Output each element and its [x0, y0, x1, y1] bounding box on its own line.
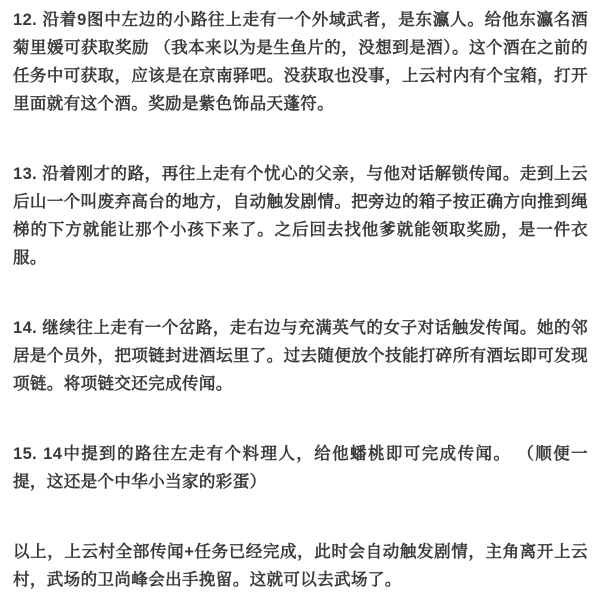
paragraph-14: 14. 继续往上走有一个岔路，走右边与充满英气的女子对话触发传闻。她的邻居是个员外，把项链封进酒坛里了。过去随便放个技能打碎所有酒坛即可发现项链。将项链交还完成传闻。: [13, 319, 588, 393]
paragraph-summary: 以上，上云村全部传闻+任务已经完成，此时会自动触发剧情，主角离开上云村，武场的卫尚峰会出手挽留。这就可以去武场了。: [13, 543, 588, 589]
paragraph-12: 12. 沿着9图中左边的小路往上走有一个外域武者，是东瀛人。给他东瀛名酒菊里媛可获取奖励 （我本来以为是生鱼片的，没想到是酒）。这个酒在之前的任务中可获取，应该是在京南驿吧。没获取也没事，上云村内有个宝箱，打开里面就有这个酒。奖励是紫色饰品天蓬符。: [13, 11, 588, 113]
paragraph-15: 15. 14中提到的路往左走有个料理人，给他蟠桃即可完成传闻。 （顺便一提，这还是个中华小当家的彩蛋）: [13, 445, 588, 491]
paragraph-13: 13. 沿着刚才的路，再往上走有个忧心的父亲，与他对话解锁传闻。走到上云后山一个叫废弃高台的地方，自动触发剧情。把旁边的箱子按正确方向推到绳梯的下方就能让那个小孩下来了。之后回去找他爹就能领取奖励，是一件衣服。: [13, 165, 588, 267]
